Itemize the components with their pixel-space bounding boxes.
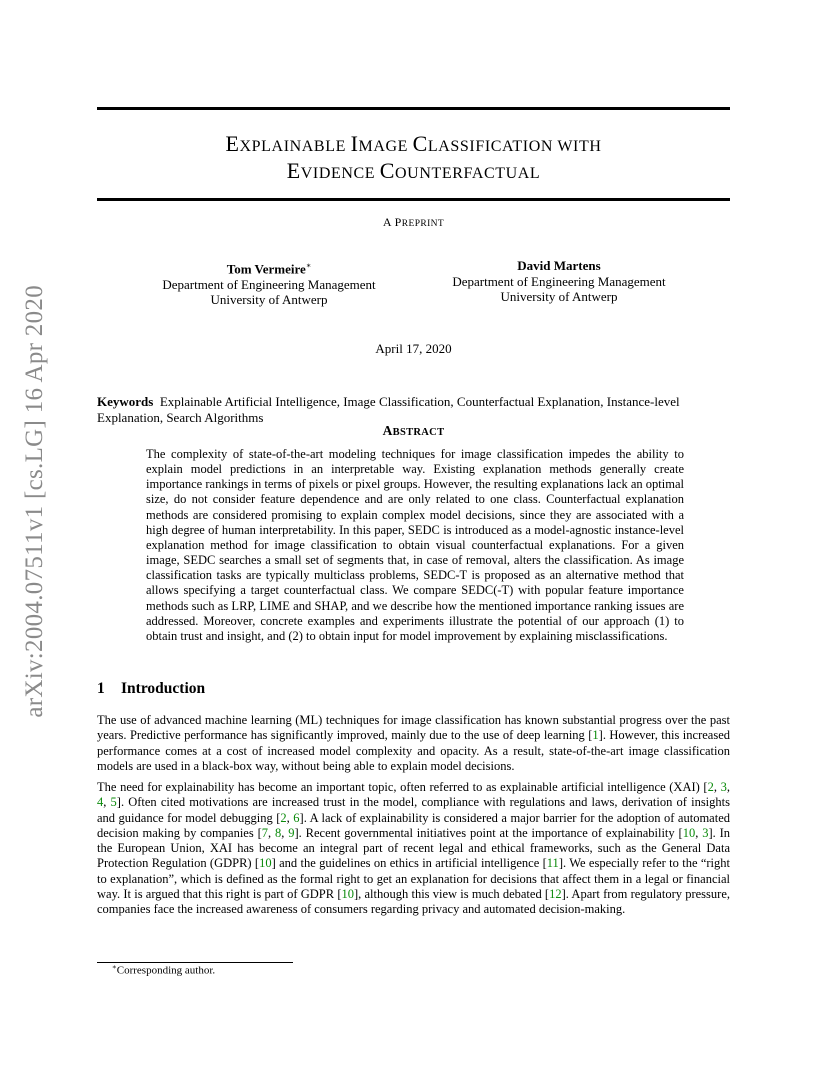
paragraph-text: ]. Often cited motivations are increased trust in the model, compliance with regulations and laws, derivation of insights and guidance for model debugging [ [97,795,730,825]
citation-link[interactable]: 2 [707,780,714,794]
intro-paragraph-2 [97,780,730,917]
paragraph-text: ]. However, this increased performance comes at a cost of increased model complexity and opacity. As a result, state-of-the-art image classification models are used in a black-box way, without being able to explain model decisions. [97,728,730,773]
section-heading-introduction [97,680,205,698]
paragraph-text: , [267,825,275,840]
title-word-rest: OUNTERFACTUAL [395,165,541,182]
citation-link[interactable]: 10 [259,856,272,871]
preprint-label: A PREPRINT [382,215,445,229]
author-block-2 [409,258,709,305]
footnote [112,963,215,977]
paragraph-text: ]. In the European Union, XAI has become an integral part of recent legal and ethical frameworks, such as the General Data Protection Regulation (GDPR) [ [97,825,731,871]
keywords [97,394,730,425]
paper-title-line-1 [97,132,730,159]
arxiv-identifier-stamp: arXiv:2004.07511v1 [cs.LG] 16 Apr 2020 [21,285,48,718]
abstract-heading: ABSTRACT [382,423,445,438]
author-name: David Martens [517,258,601,273]
paragraph-text: The use of advanced machine learning (ML) techniques for image classification has known substantial progress over the past years. Predictive performance has significantly improved, mainly due to the use of deep learning [ [97,713,730,743]
citation-link[interactable]: 2 [280,810,287,825]
paragraph-text: , [726,780,730,794]
citation-link[interactable]: 1 [592,728,599,743]
citation-link[interactable]: 9 [288,825,295,840]
citation-link[interactable]: 12 [549,886,562,901]
author-footnote-mark: ∗ [305,261,312,270]
paragraph-text: ], although this view is much debated [ [353,886,550,901]
citation-link[interactable]: 4 [97,795,104,810]
title-top-rule [97,107,730,110]
paragraph-text: , [286,810,294,825]
author-department: Department of Engineering Management [452,273,666,289]
citation-link[interactable]: 6 [293,810,300,825]
citation-link[interactable]: 3 [702,825,709,840]
title-initial: I [350,131,359,156]
title-initial: E [286,158,301,183]
citation-link[interactable]: 10 [341,886,354,901]
paragraph-text: ] and the guidelines on ethics in artificial intelligence [ [271,856,547,871]
title-initial: C [412,131,428,156]
title-word-rest: LASSIFICATION WITH [427,138,602,155]
paragraph-text: ]. Recent governmental initiatives point at the importance of explainability [ [294,825,683,840]
citation-link[interactable]: 7 [261,825,268,840]
section-title: Introduction [121,680,206,697]
author-affiliation: University of Antwerp [500,289,618,304]
paragraph-text: , [103,795,111,810]
intro-paragraph-1 [97,713,730,774]
paper-title-line-2 [97,159,730,186]
author-department: Department of Engineering Management [162,276,376,292]
citation-link[interactable]: 10 [682,825,696,840]
author-affiliation: University of Antwerp [210,292,328,308]
title-initial: C [379,158,396,183]
citation-link[interactable]: 11 [546,856,559,871]
paragraph-text: , [713,780,721,794]
keywords-label: Keywords [97,394,154,409]
abstract-body: The complexity of state-of-the-art modeling techniques for image classification impedes the ability to explain model predictions in an interpretable way. Existing explanation methods generally create importance rankings in terms of pixels or pixel groups. However, the resulting explanations lack an optimal size, do not consider feature dependence and are only related to one class. Counterfactual explanation methods are considered promising to explain complex model decisions, since they are associated with a high degree of human interpretability. In this paper, SEDC is introduced as a model-agnostic instance-level explanation method for image classification to obtain visual counterfactual explanations. For a given image, SEDC searches a small set of segments that, in case of removal, alters the classification. As image classification tasks are typically multiclass problems, SEDC-T is proposed as an alternative method that allows specifying a target counterfactual class. We compare SEDC(-T) with popular feature importance methods such as LRP, LIME and SHAP, and we describe how the mentioned importance ranking issues are addressed. Moreover, concrete examples and experiments illustrate the potential of our approach (1) to obtain trust and insight, and (2) to obtain input for model improvement by explaining misclassifications. [146,447,684,643]
citation-link[interactable]: 5 [110,795,117,810]
paragraph-text: The need for explainability has become an important topic, often referred to as explainable artificial intelligence (XAI) [ [97,780,708,794]
paragraph-text: ]. We especially refer to the “right to explanation”, which is defined as the formal right to get an explanation for decisions that affect them in a legal or financial way. It is argued that this right is part of GDPR [ [97,856,730,901]
citation-link[interactable]: 8 [274,825,282,840]
footnote-mark: ∗ [112,963,117,971]
publication-date: April 17, 2020 [375,341,452,356]
author-block-1 [119,258,419,308]
title-initial: E [225,131,240,156]
title-word-rest: XPLAINABLE [239,138,351,155]
title-bottom-rule [97,198,730,201]
keywords-text: Explainable Artificial Intelligence, Image Classification, Counterfactual Explanation, Instance-level Explanation, Search Algorithms [97,394,680,425]
title-word-rest: VIDENCE [300,165,380,182]
paragraph-text: , [695,825,703,840]
paragraph-text: ]. Apart from regulatory pressure, companies face the increased awareness of consumers regarding privacy and automated decision-making. [97,886,730,916]
citation-link[interactable]: 3 [720,780,727,794]
title-word-rest: MAGE [358,138,413,155]
section-number: 1 [97,680,105,697]
author-name: Tom Vermeire [226,261,306,277]
footnote-text: Corresponding author. [116,964,216,977]
paragraph-text: ]. A lack of explainability is considered a major barrier for the adoption of automated decision making by companies [ [97,810,730,840]
paragraph-text: , [281,825,289,840]
